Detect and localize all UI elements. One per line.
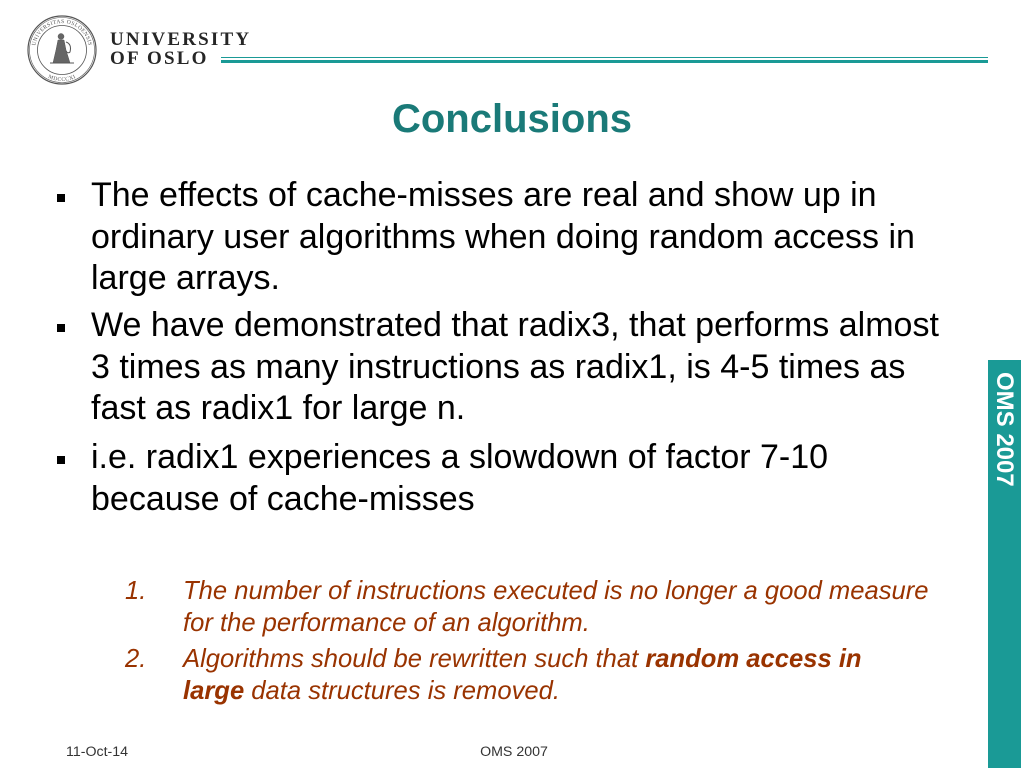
numbered-line: [183, 607, 940, 639]
bullet-line: i.e. radix1 experiences a slowdown of factor 7-10: [91, 438, 829, 476]
bullet-line: large arrays.: [91, 259, 280, 297]
numbered-text: The number of instructions executed is no longer a good measure: [183, 576, 929, 605]
square-bullet-icon: [57, 456, 65, 464]
university-seal-icon: [26, 14, 98, 86]
side-tab: [988, 360, 1021, 768]
bullet-item: [91, 437, 971, 520]
slide-title: Conclusions: [391, 97, 633, 141]
seal-ring-text-bottom: MDCCCXI: [47, 74, 77, 84]
numbered-text: Algorithms should be rewritten such that: [183, 644, 646, 673]
bullet-line: fast as radix1 for large n.: [91, 389, 466, 427]
numbered-line: [183, 675, 940, 707]
numbered-item: [120, 575, 940, 639]
numbered-item: [120, 643, 940, 707]
side-tab-label: OMS 2007: [991, 372, 1018, 487]
bullet-line: because of cache-misses: [91, 479, 475, 518]
header-rule-thin: [221, 57, 988, 58]
bullet-line: The effects of cache-misses are real and show up in: [91, 176, 877, 214]
wordmark-university: UNIVERSITY: [110, 29, 252, 50]
square-bullet-icon: [57, 194, 65, 202]
numbered-line: [183, 575, 940, 607]
bullet-line: We have demonstrated that radix3, that performs almost: [91, 306, 939, 344]
seal-ring-text-top: UNIVERSITAS OSLOENSIS: [31, 18, 93, 47]
item-number: 1.: [125, 576, 147, 605]
bullet-line: 3 times as many instructions as radix1, is 4-5 times as: [91, 347, 906, 386]
bullet-item: [91, 305, 971, 430]
emphasized-text: random access in: [645, 644, 862, 673]
item-number: 2.: [125, 644, 147, 673]
square-bullet-icon: [57, 324, 65, 332]
numbered-line: [183, 643, 940, 675]
numbered-text: data structures is removed.: [244, 676, 560, 705]
footer-center-label: OMS 2007: [480, 744, 548, 760]
header-rule-thick: [221, 60, 988, 63]
footer-date: 11-Oct-14: [66, 744, 129, 760]
bullet-item: [91, 175, 971, 300]
wordmark-of-oslo: OF OSLO: [110, 48, 209, 69]
emphasized-text: large: [183, 676, 245, 705]
bullet-line: ordinary user algorithms when doing random access in: [91, 217, 915, 256]
numbered-text: for the performance of an algorithm.: [183, 608, 590, 637]
